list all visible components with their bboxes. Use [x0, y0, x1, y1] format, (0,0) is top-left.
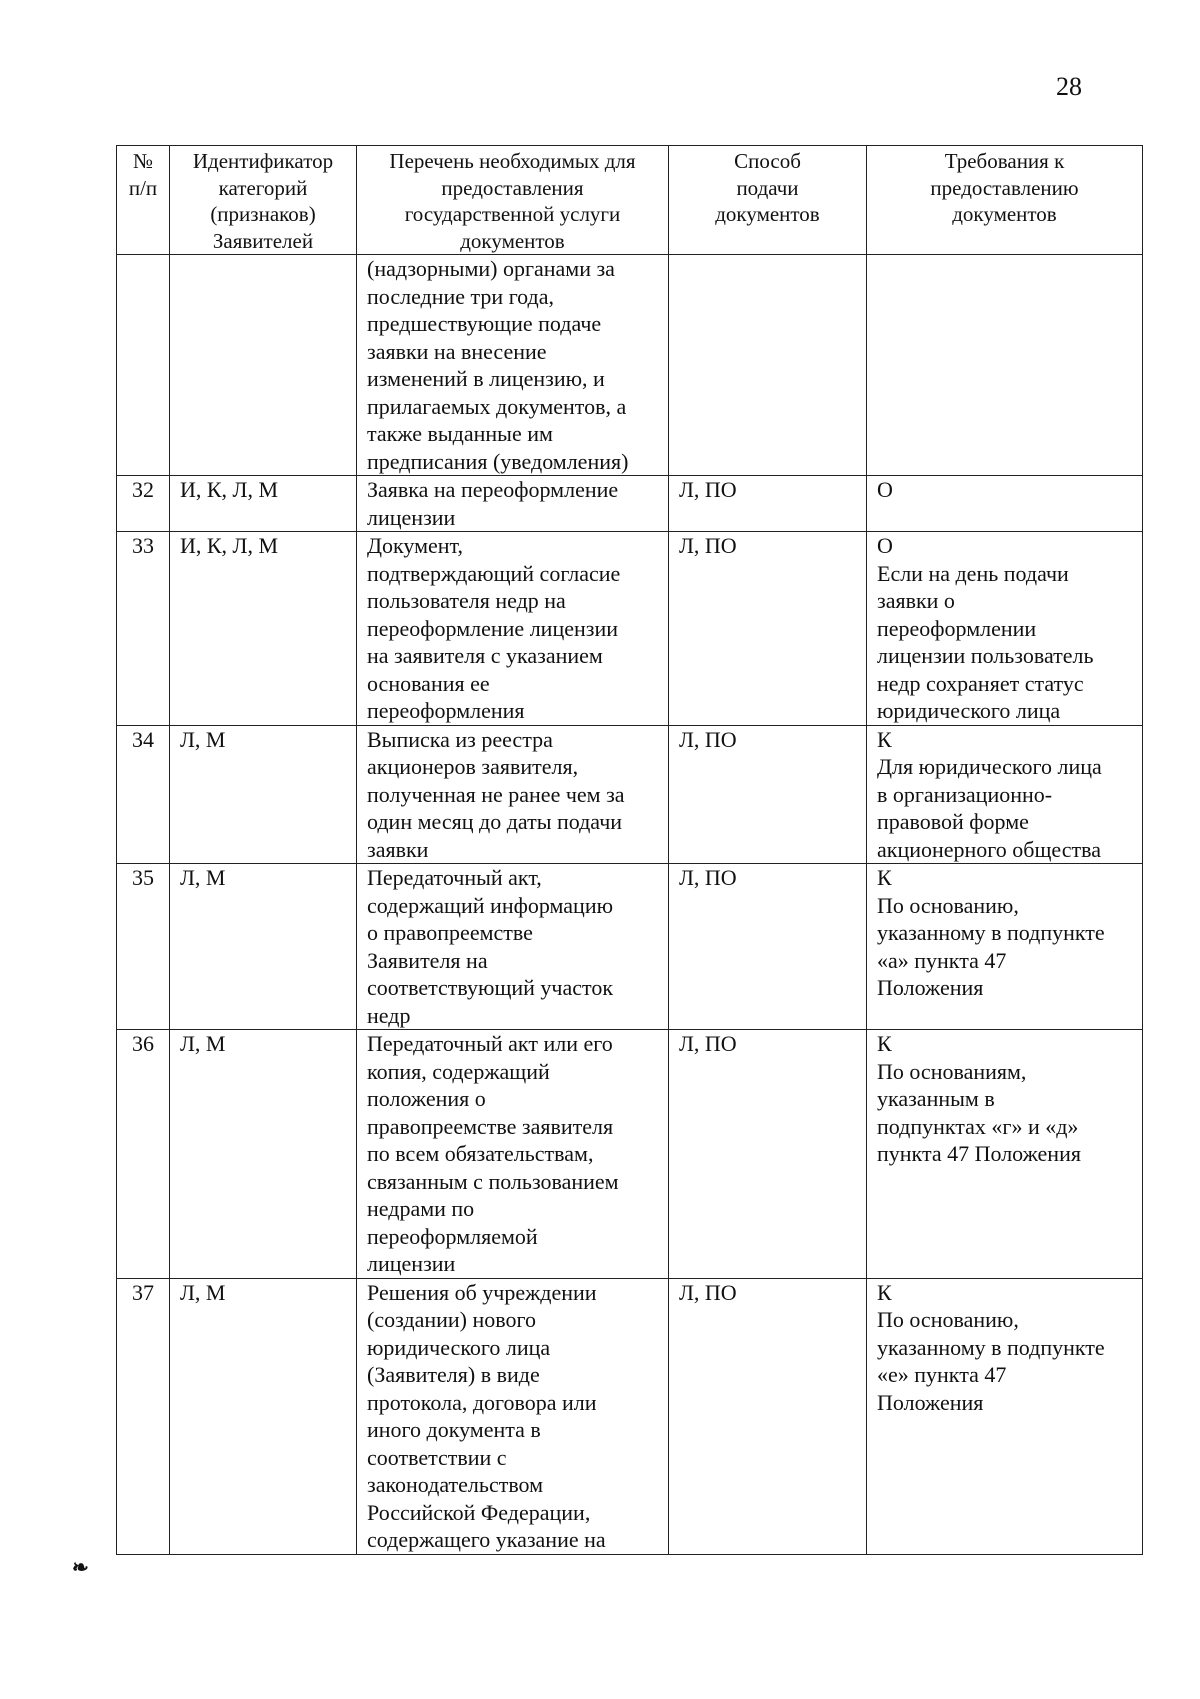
- cell-documents-list: Передаточный акт или его копия, содержащий положения о правопреемстве заявителя по всем обязательствам, связанным с пользованием недрами по переоформляемой лицензии: [357, 1030, 669, 1279]
- cell-submission-method: Л, ПО: [669, 476, 867, 532]
- cell-number: 32: [117, 476, 170, 532]
- cell-submission-method: Л, ПО: [669, 864, 867, 1030]
- cell-submission-method: [669, 255, 867, 476]
- table-header-row: [117, 146, 1143, 255]
- cell-number: 35: [117, 864, 170, 1030]
- cell-number: 33: [117, 532, 170, 726]
- table-row: [117, 864, 1143, 1030]
- table-row-continuation: [117, 255, 1143, 476]
- cell-number: 34: [117, 725, 170, 864]
- cell-category-id: Л, М: [170, 725, 357, 864]
- cell-submission-method: Л, ПО: [669, 1278, 867, 1554]
- cell-documents-list: Заявка на переоформление лицензии: [357, 476, 669, 532]
- cell-number: 36: [117, 1030, 170, 1279]
- cell-submission-method: Л, ПО: [669, 1030, 867, 1279]
- table-row: [117, 532, 1143, 726]
- cell-category-id: Л, М: [170, 1030, 357, 1279]
- cell-requirements: К По основаниям, указанным в подпунктах «г» и «д» пункта 47 Положения: [867, 1030, 1143, 1279]
- cell-category-id: И, К, Л, М: [170, 532, 357, 726]
- cell-category-id: Л, М: [170, 864, 357, 1030]
- cell-documents-list: Документ, подтверждающий согласие пользователя недр на переоформление лицензии на заявителя с указанием основания ее переоформления: [357, 532, 669, 726]
- header-submission-method: Способ подачи документов: [669, 146, 867, 255]
- header-number: № п/п: [117, 146, 170, 255]
- table-row: [117, 725, 1143, 864]
- header-documents-list: Перечень необходимых для предоставления государственной услуги документов: [357, 146, 669, 255]
- cell-documents-list: Выписка из реестра акционеров заявителя, полученная не ранее чем за один месяц до даты подачи заявки: [357, 725, 669, 864]
- table-row: [117, 476, 1143, 532]
- documents-table: [116, 145, 1143, 1555]
- cell-number: [117, 255, 170, 476]
- cell-requirements: [867, 255, 1143, 476]
- cell-requirements: О Если на день подачи заявки о переоформлении лицензии пользователь недр сохраняет статус юридического лица: [867, 532, 1143, 726]
- cell-submission-method: Л, ПО: [669, 725, 867, 864]
- cell-category-id: [170, 255, 357, 476]
- table-row: [117, 1030, 1143, 1279]
- header-requirements: Требования к предоставлению документов: [867, 146, 1143, 255]
- cell-requirements: К По основанию, указанному в подпункте «е» пункта 47 Положения: [867, 1278, 1143, 1554]
- cell-requirements: К По основанию, указанному в подпункте «а» пункта 47 Положения: [867, 864, 1143, 1030]
- header-category-id: Идентификатор категорий (признаков) Заявителей: [170, 146, 357, 255]
- cell-number: 37: [117, 1278, 170, 1554]
- table-row: [117, 1278, 1143, 1554]
- cell-category-id: И, К, Л, М: [170, 476, 357, 532]
- page-number: 28: [1056, 72, 1082, 101]
- cell-documents-list: (надзорными) органами за последние три года, предшествующие подаче заявки на внесение изменений в лицензию, и прилагаемых документов, а также выданные им предписания (уведомления): [357, 255, 669, 476]
- cell-documents-list: Решения об учреждении (создании) нового юридического лица (Заявителя) в виде протокола, договора или иного документа в соответствии с законодательством Российской Федерации, содержащего указание на: [357, 1278, 669, 1554]
- cell-category-id: Л, М: [170, 1278, 357, 1554]
- cell-requirements: О: [867, 476, 1143, 532]
- scan-margin-mark: ❧: [72, 1557, 89, 1579]
- cell-requirements: К Для юридического лица в организационно- правовой форме акционерного общества: [867, 725, 1143, 864]
- cell-submission-method: Л, ПО: [669, 532, 867, 726]
- cell-documents-list: Передаточный акт, содержащий информацию о правопреемстве Заявителя на соответствующий участок недр: [357, 864, 669, 1030]
